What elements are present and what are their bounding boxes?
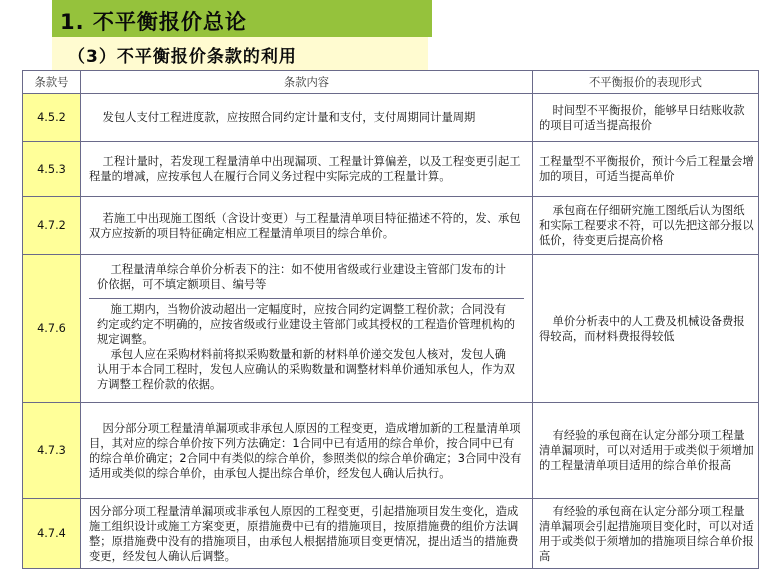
pricing-form (533, 142, 759, 197)
table-row (23, 197, 759, 255)
clause-content (81, 197, 533, 255)
clause-content-part2 (89, 299, 524, 401)
clause-code: 4.5.2 (23, 94, 81, 142)
pricing-form-text: 单价分析表中的人工费及机械设备费报得较高，而材料费报得较低 (539, 314, 745, 343)
pricing-form-text: 工程量型不平衡报价，预计今后工程量会增加的项目，可适当提高单价 (539, 155, 754, 183)
clause-table (22, 70, 759, 569)
column-header-content: 条款内容 (81, 71, 533, 94)
clause-content (81, 499, 533, 569)
clause-content-text: 因分部分项工程量清单漏项或非承包人原因的工程变更，引起措施项目发生变化，造成施工组织设计或施工方案变更，原措施费中已有的措施项目，按原措施费的组价方法调整；原措施费中没有的措施项目，由承包人根据措施项目变更情况，提出适当的措施费变更，经发包人确认后调整。 (89, 504, 519, 563)
clause-content-text: 若施工中出现施工图纸（含设计变更）与工程量清单项目特征描述不符的，发、承包双方应按新的项目特征确定相应工程量清单项目的综合单价。 (89, 211, 521, 240)
pricing-form (533, 197, 759, 255)
clause-content-part1 (89, 256, 524, 299)
clause-content (81, 255, 533, 403)
table-row (23, 255, 759, 403)
pricing-form (533, 255, 759, 403)
clause-content-text: 承包人应在采购材料前将拟采购数量和新的材料单价递交发包人核对，发包人确认用于本合同工程时，发包人应确认的采购数量和调整材料单价通知承包人，作为双方调整工程价款的依据。 (97, 348, 515, 391)
table-row (23, 94, 759, 142)
pricing-form (533, 499, 759, 569)
clause-code: 4.7.6 (23, 255, 81, 403)
clause-content-text: 施工期内，当物价波动超出一定幅度时，应按合同约定调整工程价款；合同没有约定或约定不明确的，应按省级或行业建设主管部门或其授权的工程造价管理机构的规定调整。 (97, 303, 515, 346)
pricing-form (533, 403, 759, 499)
pricing-form-text: 有经验的承包商在认定分部分项工程量清单漏项会引起措施项目变化时，可以对适用于或类似于须增加的措施项目综合单价报高 (539, 504, 754, 563)
page-title: 1. 不平衡报价总论 (60, 10, 247, 34)
clause-content-text: 发包人支付工程进度款，应按照合同约定计量和支付，支付周期同计量周期 (102, 111, 476, 124)
pricing-form (533, 94, 759, 142)
pricing-form-text: 承包商在仔细研究施工图纸后认为图纸和实际工程要求不符，可以先把这部分报以低价，待变更后提高价格 (539, 204, 754, 247)
pricing-form-text: 有经验的承包商在认定分部分项工程量清单漏项时，可以对适用于或类似于须增加的工程量清单项目适用的综合单价报高 (539, 429, 754, 472)
column-header-form: 不平衡报价的表现形式 (533, 71, 759, 94)
clause-code: 4.5.3 (23, 142, 81, 197)
column-header-code: 条款号 (23, 71, 81, 94)
table-row (23, 403, 759, 499)
clause-code: 4.7.3 (23, 403, 81, 499)
page-subtitle: （3）不平衡报价条款的利用 (68, 47, 297, 67)
clause-content (81, 142, 533, 197)
table-header-row (23, 71, 759, 94)
clause-content-text: 工程量清单综合单价分析表下的注：如不使用省级或行业建设主管部门发布的计价依据，可不填定额项目、编号等 (97, 263, 506, 291)
table-row (23, 499, 759, 569)
pricing-form-text: 时间型不平衡报价，能够早日结账收款的项目可适当提高报价 (539, 103, 745, 132)
clause-code: 4.7.2 (23, 197, 81, 255)
clause-code: 4.7.4 (23, 499, 81, 569)
clause-content-text: 因分部分项工程量清单漏项或非承包人原因的工程变更，造成增加新的工程量清单项目，其对应的综合单价按下列方法确定：1合同中已有适用的综合单价，按合同中已有的综合单价确定；2合同中有类似的综合单价，参照类似的综合单价确定；3合同中没有适用或类似的综合单价，由承包人提出综合单价，经发包人确认后执行。 (89, 421, 522, 480)
clause-content (81, 94, 533, 142)
clause-content-text: 工程计量时，若发现工程量清单中出现漏项、工程量计算偏差，以及工程变更引起工程量的增减，应按承包人在履行合同义务过程中实际完成的工程量计算。 (89, 155, 521, 183)
clause-content (81, 403, 533, 499)
table-row (23, 142, 759, 197)
